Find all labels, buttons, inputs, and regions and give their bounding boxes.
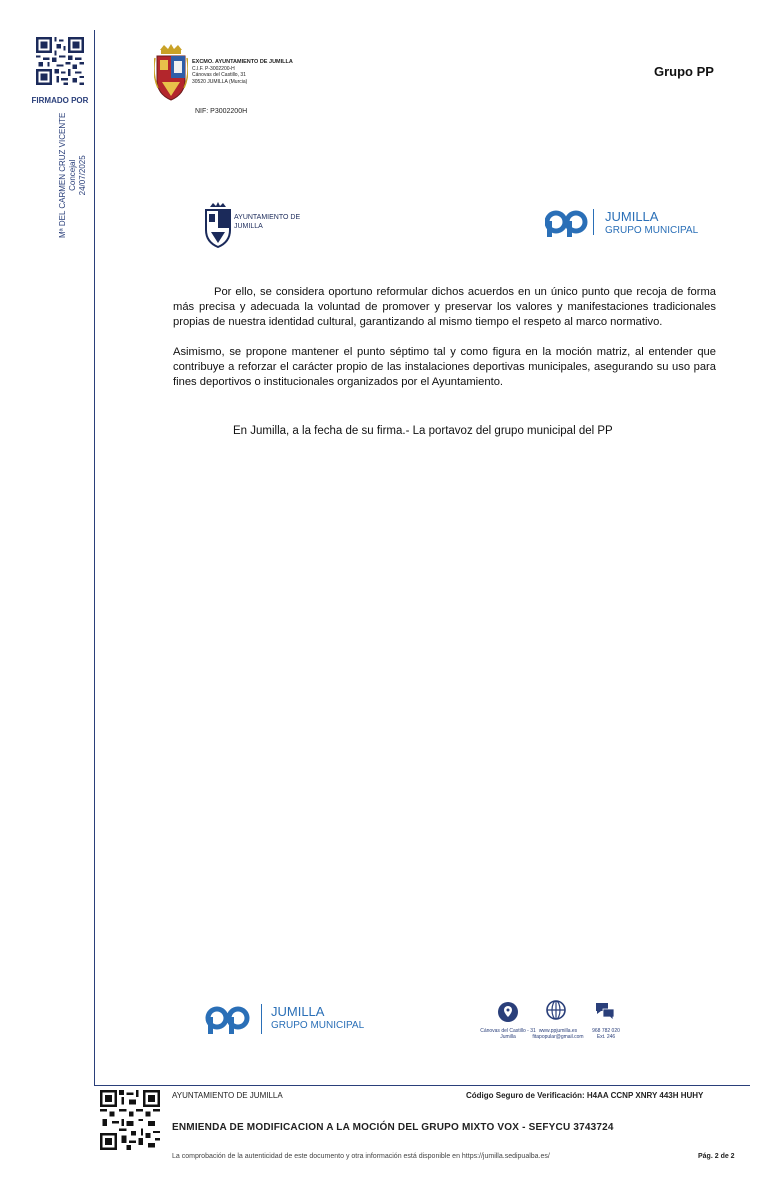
- body-paragraph-1: Por ello, se considera oportuno reformular dichos acuerdos en un único punto que recoja de forma más precisa y adecuada la voluntad de promover y preservar los valores y manifestaciones tradicionales propias de nuestra identidad cultural, garantizando al mismo tiempo el respeto al marco normativo.: [173, 286, 716, 328]
- footer-pp-group-name: [271, 1004, 364, 1033]
- signer-role: Concejal: [68, 159, 77, 191]
- address-line2: Jumilla: [500, 1034, 516, 1040]
- org-city: 30520 JUMILLA (Murcia): [192, 78, 248, 85]
- web-line1: www.ppjumilla.es: [538, 1028, 578, 1034]
- ayuntamiento-name-line2: JUMILLA: [234, 223, 263, 230]
- location-pin-icon: [497, 1001, 519, 1023]
- pp-group-line2: GRUPO MUNICIPAL: [605, 225, 699, 236]
- pp-logo-icon: [545, 207, 597, 237]
- chat-bubbles-icon: [594, 1000, 616, 1022]
- document-title: ENMIENDA DE MODIFICACION A LA MOCIÓN DEL GRUPO MIXTO VOX - SEFYCU 3743724: [172, 1122, 614, 1133]
- body-paragraph-2: Asimismo, se propone mantener el punto séptimo tal y como figura en la moción matriz, al entender que contribuye a reforzar el carácter propio de las instalaciones deportivas municipales, asegurando su uso para fines deportivos o institucionales organizados por el Ayuntamiento.: [173, 346, 716, 388]
- verification-code: Código Seguro de Verificación: H4AA CCNP XNRY 443H HUHY: [466, 1091, 704, 1100]
- signed-date: 24/07/2025: [78, 155, 87, 196]
- pp-group-name: [605, 210, 698, 238]
- org-address-block: [192, 59, 293, 85]
- verification-note: La comprobación de la autenticidad de este documento y otra información está disponible en https://jumilla.sedipualba.es/: [172, 1153, 550, 1160]
- footer-pp-line2: GRUPO MUNICIPAL: [271, 1020, 365, 1031]
- ayuntamiento-name-line1: AYUNTAMIENTO DE: [234, 214, 301, 221]
- group-label: Grupo PP: [654, 64, 714, 79]
- verification-qr-code-icon: [100, 1090, 160, 1150]
- ayuntamiento-shield-icon: [204, 202, 232, 248]
- left-border-line: [94, 30, 95, 1085]
- address-line1: Cánovas del Castillo - 31: [480, 1028, 536, 1034]
- phone-text: [582, 1028, 630, 1040]
- ayuntamiento-name: [234, 213, 300, 231]
- signed-by-label: FIRMADO POR: [31, 96, 89, 105]
- footer-border-line: [94, 1085, 750, 1086]
- signer-name: Mª DEL CARMEN CRUZ VICENTE: [58, 112, 67, 238]
- signature-line: En Jumilla, a la fecha de su firma.- La portavoz del grupo municipal del PP: [233, 425, 613, 437]
- pp-group-line1: JUMILLA: [605, 209, 659, 224]
- footer-pp-line1: JUMILLA: [271, 1004, 325, 1019]
- qr-code-icon: [36, 37, 84, 85]
- globe-icon: [545, 999, 567, 1021]
- org-name: EXCMO. AYUNTAMIENTO DE JUMILLA: [192, 59, 293, 65]
- footer-ayuntamiento: AYUNTAMIENTO DE JUMILLA: [172, 1091, 283, 1100]
- nif-text: NIF: P3002200H: [195, 108, 248, 115]
- signer-block: [58, 113, 88, 238]
- coat-of-arms-icon: [154, 44, 188, 102]
- page-number: Pág. 2 de 2: [698, 1153, 735, 1160]
- web-line2: fitapopular@gmail.com: [532, 1034, 584, 1040]
- org-street: Cánovas del Castillo, 31: [192, 72, 246, 78]
- phone-line2: Ext. 246: [596, 1034, 616, 1040]
- phone-line1: 968 782 020: [592, 1028, 620, 1034]
- org-cif: C.I.F. P-3002200-H: [192, 65, 235, 72]
- web-text: [528, 1028, 588, 1040]
- footer-pp-logo-icon: [205, 1003, 267, 1035]
